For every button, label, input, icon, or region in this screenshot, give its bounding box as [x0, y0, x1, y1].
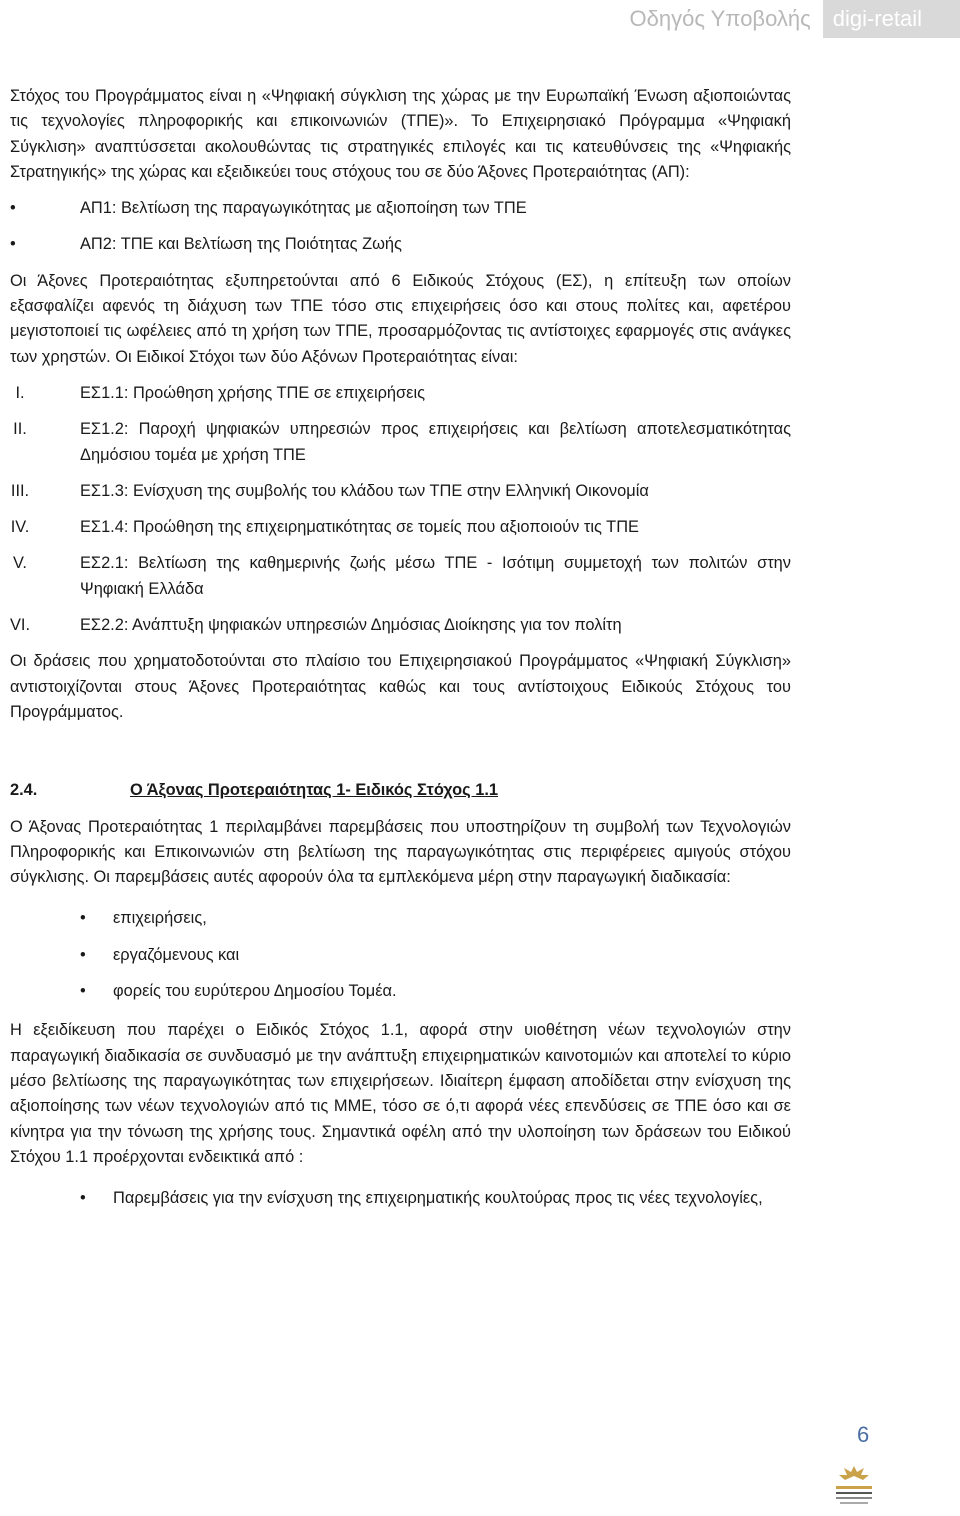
list-item — [10, 906, 791, 931]
objectives-intro-paragraph: Οι Άξονες Προτεραιότητας εξυπηρετούνται από 6 Ειδικούς Στόχους (ΕΣ), η επίτευξη των οποίων εξασφαλίζει αφενός τη διάχυση των ΤΠΕ τόσο στις επιχειρήσεις όσο και στους πολίτες και, αφετέρου μεγιστοποιεί τις ωφέλειες από τη χρήση των ΤΠΕ, προσαρμόζοντας τις αντίστοιχες εφαρμογές στις ανάγκες των χρηστών. Οι Ειδικοί Στόχοι των δύο Αξόνων Προτεραιότητας είναι: — [10, 271, 791, 366]
page-header — [630, 0, 960, 38]
intro-paragraph: Στόχος του Προγράμματος είναι η «Ψηφιακή σύγκλιση της χώρας με την Ευρωπαϊκή Ένωση αξιοποιώντας τις τεχνολογίες πληροφορικής και επικοινωνιών (ΤΠΕ)». Το Επιχειρησιακό Πρόγραμμα «Ψηφιακή Σύγκλιση» αναπτύσσεται ακολουθώντας τις στρατηγικές επιλογές και τις κατευθύνσεις της «Ψηφιακής Στρατηγικής» της χώρας και εξειδικεύει τους στόχους του σε δύο Άξονες Προτεραιότητας (ΑΠ): — [10, 87, 791, 181]
list-item — [10, 979, 791, 1004]
page-number: 6 — [857, 1422, 870, 1447]
list-item-text: ΑΠ1: Βελτίωση της παραγωγικότητας με αξιοποίηση των ΤΠΕ — [80, 199, 527, 218]
bullet-icon: • — [80, 982, 86, 1001]
list-item-text: ΕΣ1.1: Προώθηση χρήσης ΤΠΕ σε επιχειρήσεις — [80, 383, 426, 402]
list-item — [10, 613, 791, 638]
list-item — [10, 232, 791, 257]
list-item — [10, 551, 791, 602]
list-item-text: ΕΣ2.2: Ανάπτυξη ψηφιακών υπηρεσιών Δημόσιας Διοίκησης για τον πολίτη — [80, 616, 622, 635]
list-item-text: Παρεμβάσεις για την ενίσχυση της επιχειρηματικής κουλτούρας προς τις νέες τεχνολογίες, — [113, 1189, 763, 1208]
document-body — [10, 84, 791, 1211]
list-item-text: ΕΣ2.1: Βελτίωση της καθημερινής ζωής μέσω ΤΠΕ - Ισότιμη συμμετοχή των πολιτών στην Ψηφιακή Ελλάδα — [80, 554, 791, 598]
bullet-icon: • — [10, 199, 16, 218]
list-item — [10, 381, 791, 406]
psifiakes-enisxyseis-logo — [826, 1462, 882, 1510]
section-heading — [10, 778, 791, 803]
list-item-number: III. — [10, 481, 30, 500]
section-paragraph: Ο Άξονας Προτεραιότητας 1 περιλαμβάνει παρεμβάσεις που υποστηρίζουν τη συμβολή των Τεχνολογιών Πληροφορικής και Επικοινωνιών στη βελτίωση της παραγωγικότητας στις περιφέρειες αμιγούς στόχου σύγκλισης. Οι παρεμβάσεις αυτές αφορούν όλα τα εμπλεκόμενα μέρη στην παραγωγική διαδικασία: — [10, 817, 791, 887]
bullet-icon: • — [10, 235, 16, 254]
list-item — [10, 1186, 791, 1211]
actions-paragraph: Οι δράσεις που χρηματοδοτούνται στο πλαίσιο του Επιχειρησιακού Προγράμματος «Ψηφιακή Σύγκλιση» αντιστοιχίζονται στους Άξονες Προτεραιότητας καθώς και τους αντίστοιχους Ειδικούς Στόχους του Προγράμματος. — [10, 652, 791, 721]
header-brand: digi-retail — [823, 0, 960, 38]
list-item-text: φορείς του ευρύτερου Δημοσίου Τομέα. — [113, 982, 397, 1001]
list-item-text: επιχειρήσεις, — [113, 909, 207, 928]
list-item — [10, 417, 791, 468]
list-item — [10, 515, 791, 540]
list-item-number: VI. — [10, 616, 31, 635]
bullet-icon: • — [80, 945, 86, 964]
list-item-text: ΑΠ2: ΤΠΕ και Βελτίωση της Ποιότητας Ζωής — [80, 235, 402, 254]
specialization-paragraph: Η εξειδίκευση που παρέχει ο Ειδικός Στόχος 1.1, αφορά στην υιοθέτηση νέων τεχνολογιών στην παραγωγική διαδικασία σε συνδυασμό με την ανάπτυξη επιχειρηματικών καινοτομιών και αποτελεί το κύριο μέσο βελτίωσης της παραγωγικότητας των επιχειρήσεων. Ιδιαίτερη έμφαση αποδίδεται στην ενίσχυση της αξιοποίησης των νέων τεχνολογιών από τις ΜΜΕ, τόσο σε ό,τι αφορά νέες επενδύσεις σε ΤΠΕ όσο και σε κίνητρα για την τόνωση της χρήσης τους. Σημαντικά οφέλη από την υλοποίηση των δράσεων του Ειδικού Στόχου 1.1 προέρχονται ενδεικτικά από : — [10, 1021, 791, 1166]
list-item-number: II. — [13, 420, 27, 439]
section-number: 2.4. — [10, 781, 38, 800]
section-title: Ο Άξονας Προτεραιότητας 1- Ειδικός Στόχος 1.1 — [130, 781, 499, 800]
list-item-text: εργαζόμενους και — [113, 945, 240, 964]
list-item-text: ΕΣ1.2: Παροχή ψηφιακών υπηρεσιών προς επιχειρήσεις και βελτίωση αποτελεσματικότητας Δημόσιου τομέα με χρήση ΤΠΕ — [80, 420, 791, 464]
header-title: Οδηγός Υποβολής — [629, 6, 811, 31]
bullet-icon: • — [80, 1189, 86, 1208]
list-item-number: IV. — [10, 518, 30, 537]
list-item — [10, 196, 791, 221]
list-item-text: ΕΣ1.3: Ενίσχυση της συμβολής του κλάδου των ΤΠΕ στην Ελληνική Οικονομία — [80, 481, 649, 500]
list-item-text: ΕΣ1.4: Προώθηση της επιχειρηματικότητας σε τομείς που αξιοποιούν τις ΤΠΕ — [80, 518, 639, 537]
bullet-icon: • — [80, 909, 86, 928]
list-item-number: V. — [13, 554, 27, 573]
list-item-number: I. — [15, 383, 25, 402]
list-item — [10, 943, 791, 968]
list-item — [10, 479, 791, 504]
